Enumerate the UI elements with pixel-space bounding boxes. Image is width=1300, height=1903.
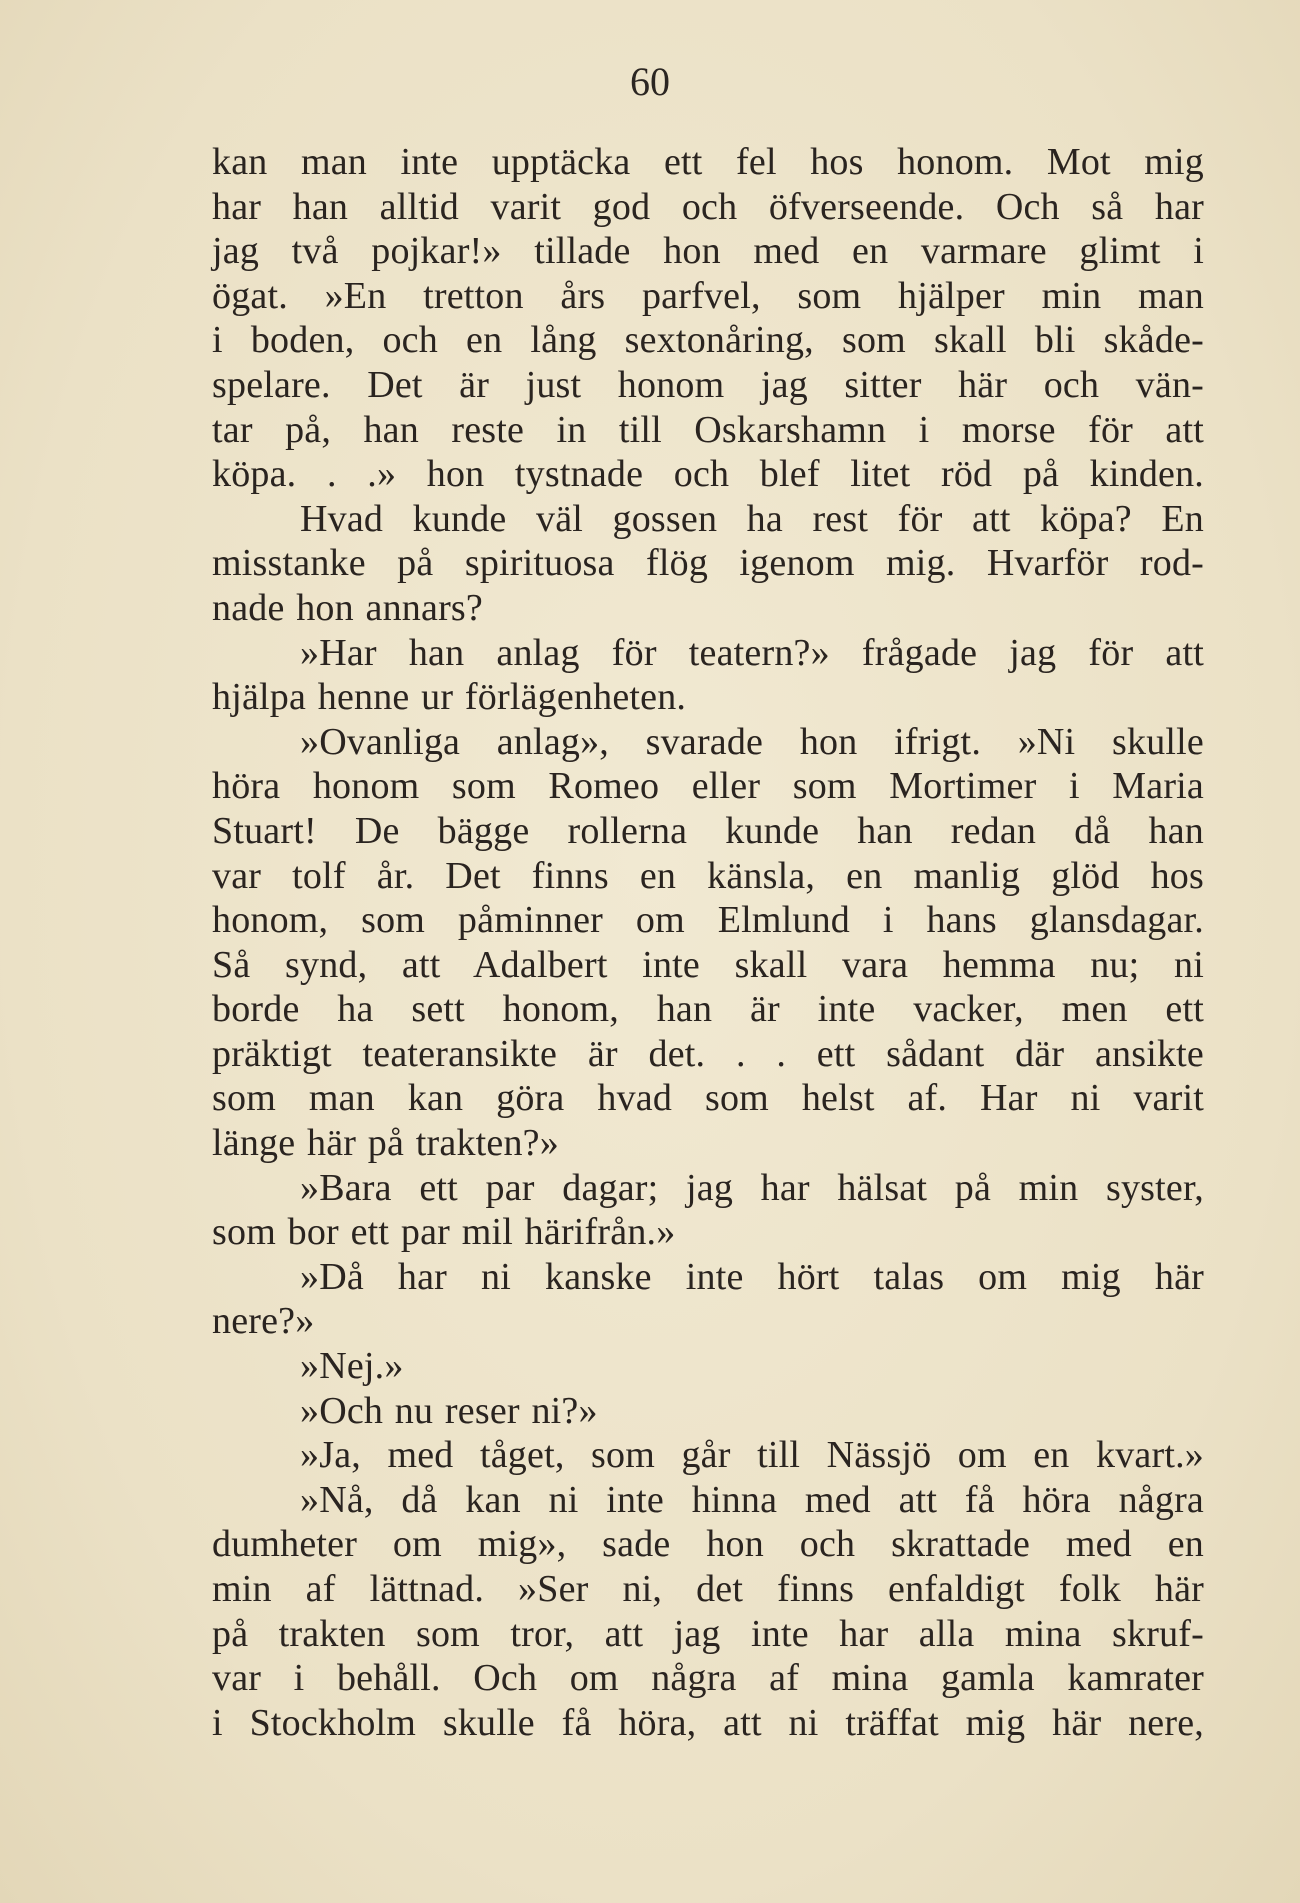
text-line: »Ja, med tåget, som går till Nässjö om en kvart.» xyxy=(300,1434,1204,1477)
text-line: »Och nu reser ni?» xyxy=(300,1389,598,1432)
text-line: jag två pojkar!» tillade hon med en varmare glimt i xyxy=(212,230,1204,273)
text-line: ögat. »En tretton års parfvel, som hjälper min man xyxy=(212,274,1204,317)
text-line: Stuart! De bägge rollerna kunde han redan då han xyxy=(212,809,1204,852)
text-line: som man kan göra hvad som helst af. Har ni varit xyxy=(212,1077,1204,1120)
text-line: länge här på trakten?» xyxy=(212,1122,559,1165)
text-line: min af lättnad. »Ser ni, det finns enfaldigt folk här xyxy=(212,1568,1204,1610)
text-line: »Nå, då kan ni inte hinna med att få höra några xyxy=(300,1478,1204,1521)
text-line: har han alltid varit god och öfverseende. Och så har xyxy=(212,185,1204,228)
text-line: spelare. Det är just honom jag sitter här och vän- xyxy=(212,363,1204,406)
text-line: på trakten som tror, att jag inte har alla mina skruf- xyxy=(212,1612,1204,1655)
text-line: »Har han anlag för teatern?» frågade jag för att xyxy=(300,631,1204,674)
text-line: höra honom som Romeo eller som Mortimer i Maria xyxy=(212,765,1204,808)
text-line: misstanke på spirituosa flög igenom mig. Hvarför rod- xyxy=(212,542,1204,585)
text-line: köpa. . .» hon tystnade och blef litet röd på kinden. xyxy=(212,453,1204,496)
text-line: »Nej.» xyxy=(300,1345,404,1388)
text-line: nere?» xyxy=(212,1300,315,1343)
text-line: i Stockholm skulle få höra, att ni träffat mig här nere, xyxy=(212,1701,1204,1744)
page-number: 60 xyxy=(630,59,670,104)
text-line: tar på, han reste in till Oskarshamn i morse för att xyxy=(212,408,1204,451)
text-line: kan man inte upptäcka ett fel hos honom. Mot mig xyxy=(212,141,1204,183)
text-line: dumheter om mig», sade hon och skrattade med en xyxy=(212,1523,1204,1566)
text-line: hjälpa henne ur förlägenheten. xyxy=(212,676,687,719)
text-line: i boden, och en lång sextonåring, som skall bli skåde- xyxy=(212,319,1204,362)
text-line: var i behåll. Och om några af mina gamla kamrater xyxy=(212,1657,1204,1700)
text-line: Så synd, att Adalbert inte skall vara hemma nu; ni xyxy=(212,943,1204,986)
text-line: präktigt teateransikte är det. . . ett sådant där ansikte xyxy=(212,1032,1204,1075)
body-text xyxy=(212,140,1204,1745)
text-line: »Bara ett par dagar; jag har hälsat på min syster, xyxy=(300,1166,1204,1209)
text-line: honom, som påminner om Elmlund i hans glansdagar. xyxy=(212,899,1204,942)
text-line: Hvad kunde väl gossen ha rest för att köpa? En xyxy=(300,497,1204,540)
text-line: »Ovanliga anlag», svarade hon ifrigt. »Ni skulle xyxy=(300,720,1204,763)
text-line: nade hon annars? xyxy=(212,586,483,629)
text-line: »Då har ni kanske inte hört talas om mig här xyxy=(300,1255,1204,1298)
text-line: var tolf år. Det finns en känsla, en manlig glöd hos xyxy=(212,854,1204,897)
text-line: borde ha sett honom, han är inte vacker, men ett xyxy=(212,988,1204,1031)
text-line: som bor ett par mil härifrån.» xyxy=(212,1211,676,1254)
